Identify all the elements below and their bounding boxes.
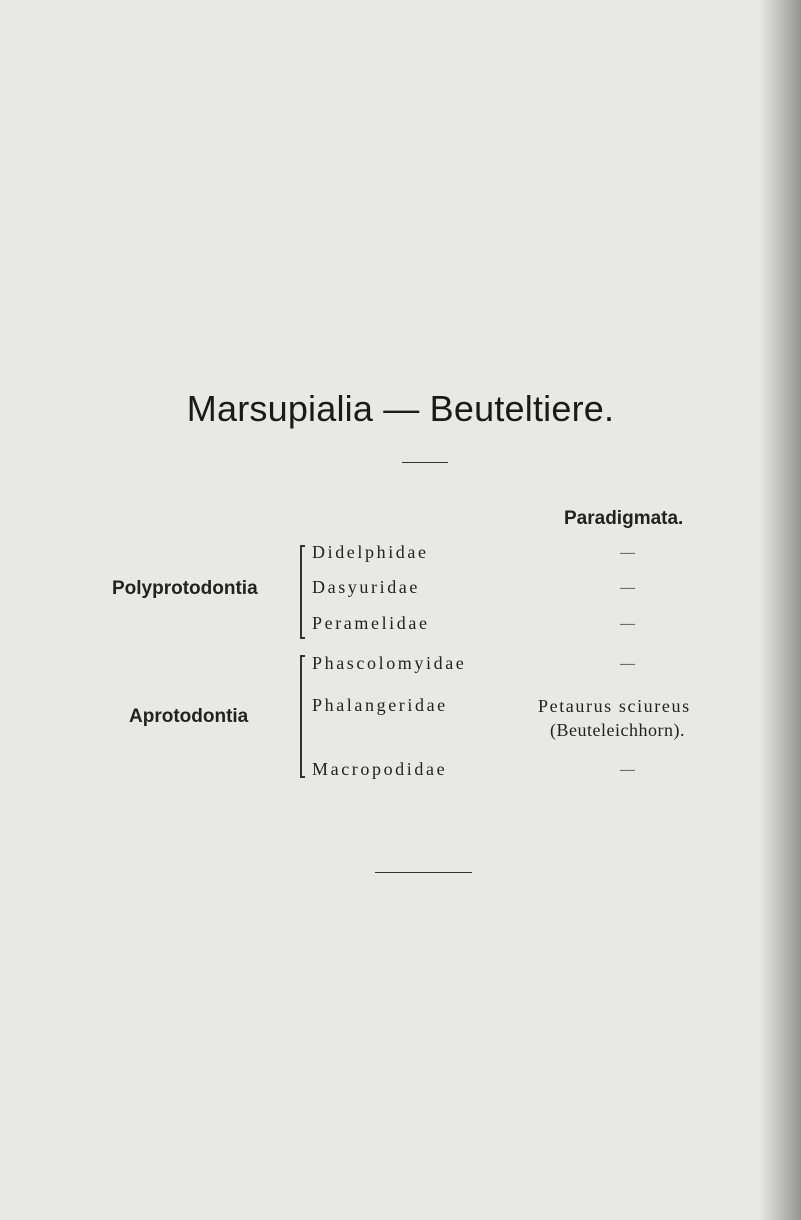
family-peramelidae: Peramelidae [312,613,430,633]
order-brace-polyprotodontia [300,545,308,639]
paradigma-phalangeridae-note: (Beuteleichhorn). [550,720,685,740]
bottom-divider [375,872,472,873]
family-macropodidae: Macropodidae [312,759,448,779]
order-label-polyprotodontia: Polyprotodontia [112,578,258,599]
title-divider [402,462,448,463]
paradigma-phascolomyidae: — [620,656,635,672]
family-phascolomyidae: Phascolomyidae [312,653,467,673]
family-phalangeridae: Phalangeridae [312,695,448,715]
order-brace-aprotodontia [300,655,308,778]
page-title: Marsupialia — Beuteltiere. [186,388,615,429]
paradigma-peramelidae: — [620,616,635,632]
page-edge-shadow [759,0,801,1220]
order-label-aprotodontia: Aprotodontia [129,706,249,727]
family-dasyuridae: Dasyuridae [312,577,420,597]
family-didelphidae: Didelphidae [312,542,429,562]
paradigma-macropodidae: — [620,762,635,778]
paradigmata-header: Paradigmata. [564,508,684,529]
paradigma-phalangeridae: Petaurus sciureus [538,696,691,716]
paradigma-didelphidae: — [620,545,635,561]
paradigma-dasyuridae: — [620,580,635,596]
